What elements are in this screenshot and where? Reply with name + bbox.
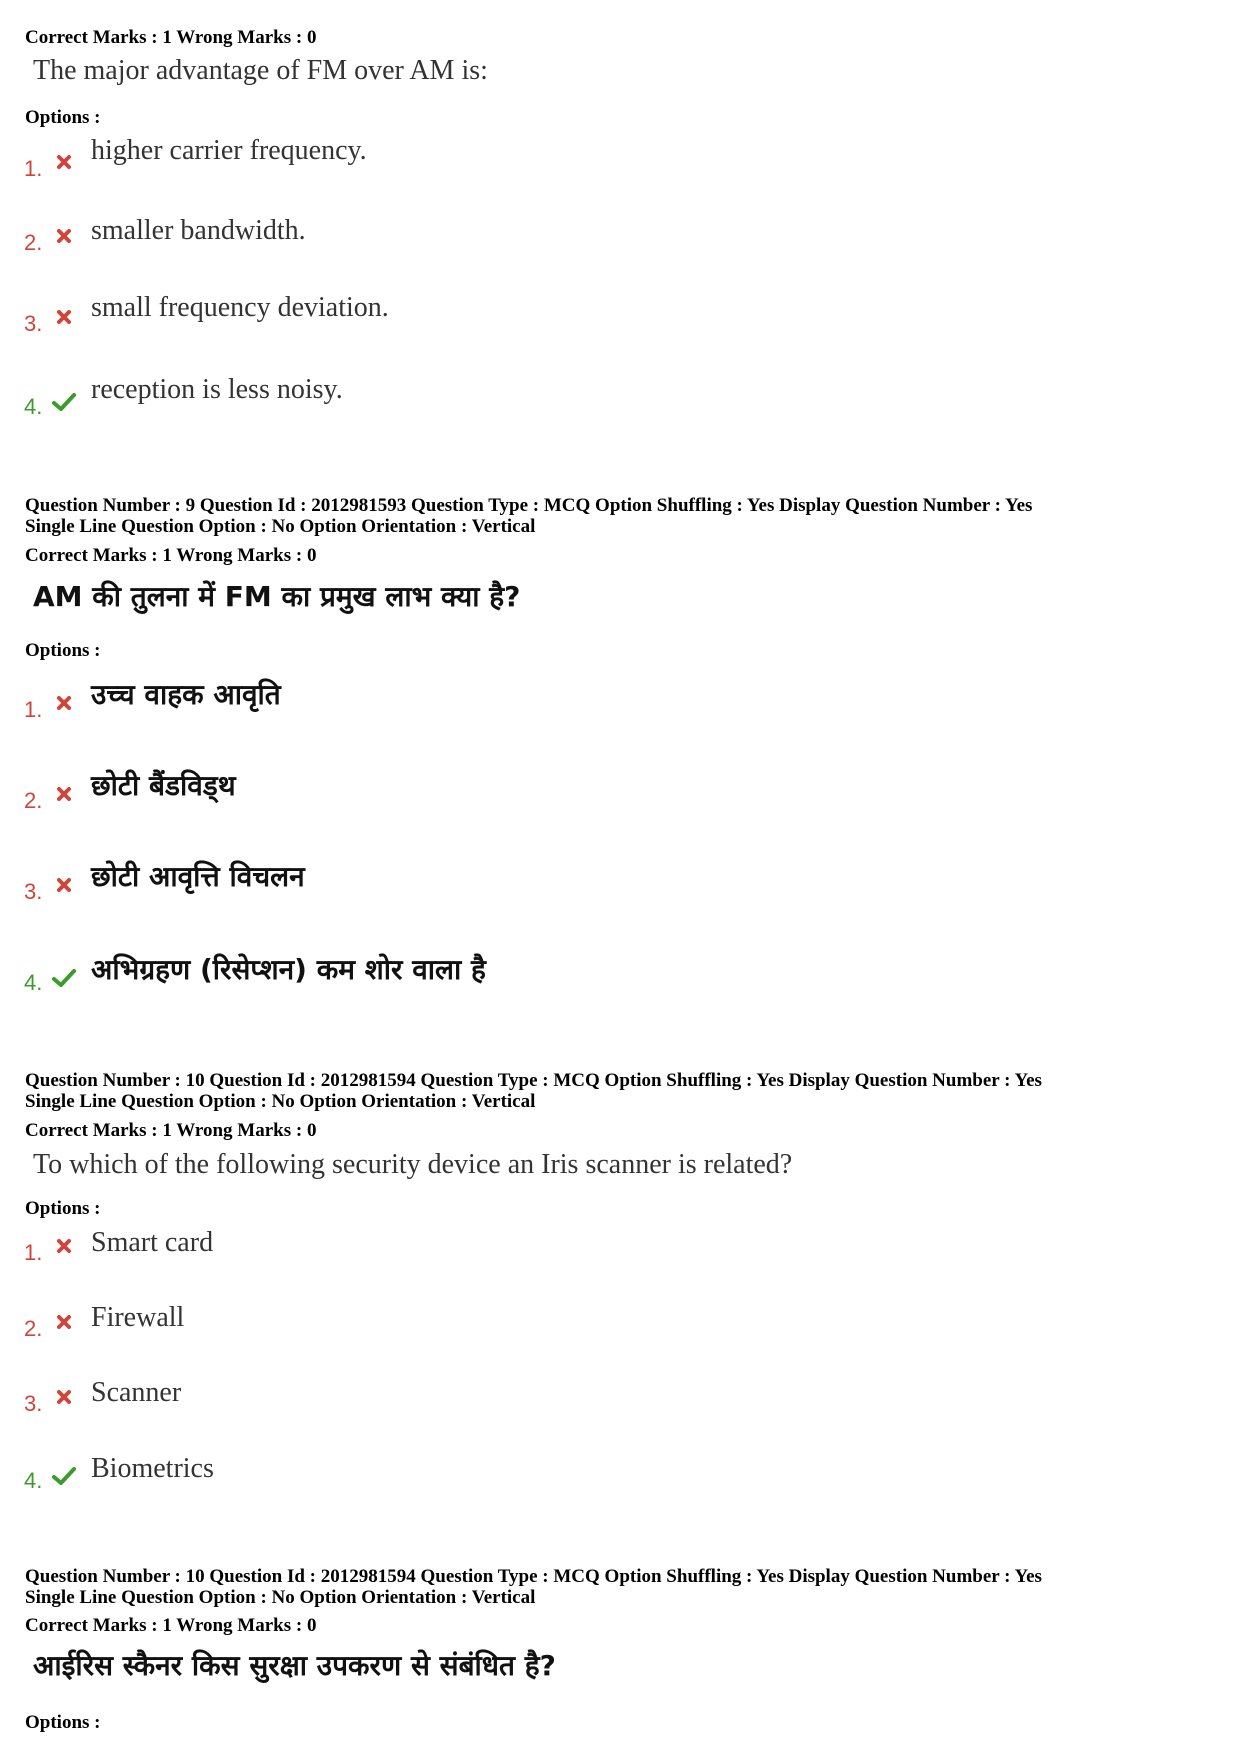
option-text: अभिग्रहण (रिसेप्शन) कम शोर वाला है <box>91 953 486 986</box>
option-text: छोटी बैंडविड्थ <box>91 769 236 802</box>
check-icon <box>52 1466 76 1486</box>
option-text: reception is less noisy. <box>91 374 343 405</box>
cross-icon <box>57 155 71 169</box>
marks-line: Correct Marks : 1 Wrong Marks : 0 <box>25 1120 317 1141</box>
question-text: The major advantage of FM over AM is: <box>33 55 488 86</box>
option-number: 2. <box>24 788 43 813</box>
marks-line: Correct Marks : 1 Wrong Marks : 0 <box>25 27 317 48</box>
question-text: आईरिस स्कैनर किस सुरक्षा उपकरण से संबंधित है? <box>33 1649 556 1682</box>
options-label: Options : <box>25 1712 101 1733</box>
check-icon <box>52 968 76 988</box>
option-number: 1. <box>24 697 43 722</box>
cross-icon <box>57 878 71 892</box>
option-number: 4. <box>24 394 43 419</box>
cross-icon <box>57 1390 71 1404</box>
question-subheader: Single Line Question Option : No Option Orientation : Vertical <box>25 1091 536 1112</box>
option-text: उच्च वाहक आवृति <box>91 678 281 711</box>
option-text: Scanner <box>91 1377 182 1408</box>
check-icon <box>52 392 76 412</box>
options-label: Options : <box>25 640 101 661</box>
cross-icon <box>57 229 71 243</box>
cross-icon <box>57 696 71 710</box>
cross-icon <box>57 1315 71 1329</box>
option-text: small frequency deviation. <box>91 292 389 323</box>
option-number: 4. <box>24 970 43 995</box>
question-header: Question Number : 10 Question Id : 2012981594 Question Type : MCQ Option Shuffling : Yes Display Question Number : Yes <box>25 1070 1042 1091</box>
question-header: Question Number : 9 Question Id : 2012981593 Question Type : MCQ Option Shuffling : Yes Display Question Number : Yes <box>25 495 1033 516</box>
option-text: Biometrics <box>91 1453 214 1484</box>
options-label: Options : <box>25 1198 101 1219</box>
cross-icon <box>57 1239 71 1253</box>
option-text: Firewall <box>91 1302 185 1333</box>
question-text: AM की तुलना में FM का प्रमुख लाभ क्या है? <box>33 580 521 613</box>
option-number: 2. <box>24 230 43 255</box>
option-text: छोटी आवृत्ति विचलन <box>91 860 305 893</box>
option-number: 1. <box>24 156 43 181</box>
option-number: 2. <box>24 1316 43 1341</box>
option-text: Smart card <box>91 1227 214 1258</box>
cross-icon <box>57 310 71 324</box>
options-label: Options : <box>25 107 101 128</box>
question-subheader: Single Line Question Option : No Option Orientation : Vertical <box>25 1587 536 1608</box>
question-subheader: Single Line Question Option : No Option Orientation : Vertical <box>25 516 536 537</box>
option-number: 3. <box>24 879 43 904</box>
marks-line: Correct Marks : 1 Wrong Marks : 0 <box>25 1615 317 1636</box>
option-number: 1. <box>24 1240 43 1265</box>
option-text: smaller bandwidth. <box>91 215 306 246</box>
marks-line: Correct Marks : 1 Wrong Marks : 0 <box>25 545 317 566</box>
question-text: To which of the following security device an Iris scanner is related? <box>33 1149 793 1180</box>
option-number: 4. <box>24 1468 43 1493</box>
option-number: 3. <box>24 311 43 336</box>
option-text: higher carrier frequency. <box>91 135 367 166</box>
cross-icon <box>57 787 71 801</box>
option-number: 3. <box>24 1391 43 1416</box>
question-header: Question Number : 10 Question Id : 2012981594 Question Type : MCQ Option Shuffling : Yes Display Question Number : Yes <box>25 1566 1042 1587</box>
